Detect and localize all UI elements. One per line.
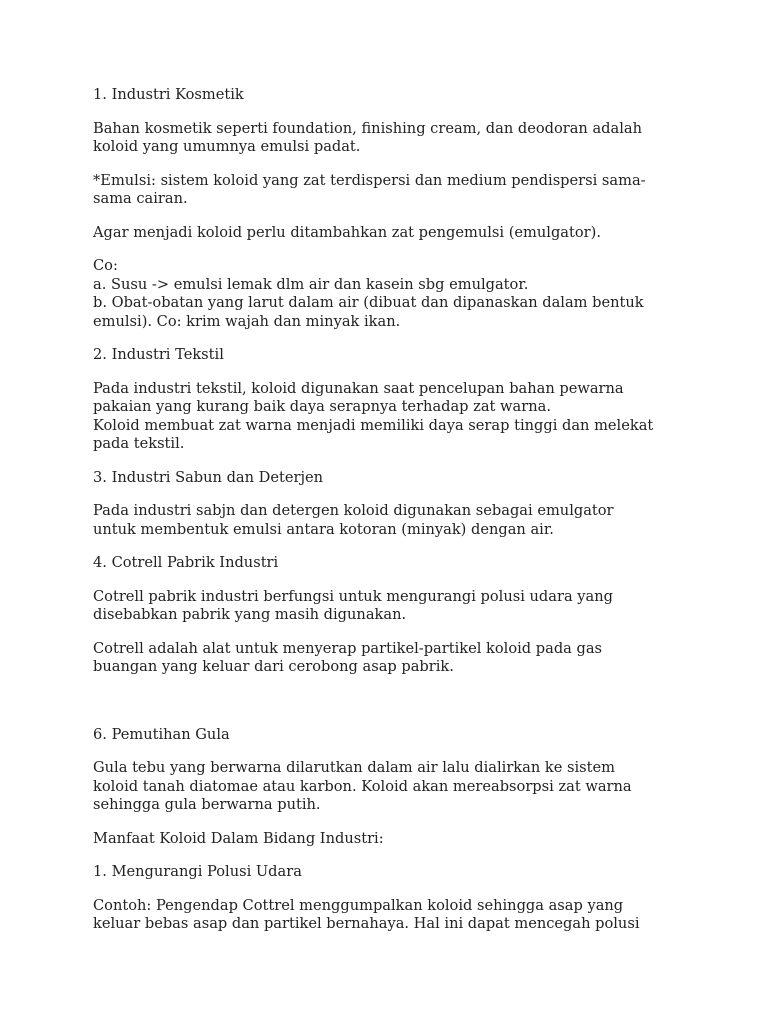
heading-cotrell: 4. Cotrell Pabrik Industri: [93, 554, 279, 571]
blank-gap: [93, 692, 693, 726]
paragraph-bahan-kosmetik: Bahan kosmetik seperti foundation, finishing cream, dan deodoran adalah koloid yang umumnya emulsi padat.: [93, 119, 642, 155]
paragraph-cotrell-alat: Cotrell adalah alat untuk menyerap partikel-partikel koloid pada gas buangan yang keluar dari cerobong asap pabrik.: [93, 639, 603, 675]
heading-industri-kosmetik: 1. Industri Kosmetik: [93, 86, 244, 103]
paragraph-cotrell-fungsi: Cotrell pabrik industri berfungsi untuk mengurangi polusi udara yang disebabkan pabrik yang masih digunakan.: [93, 587, 613, 623]
paragraph-contoh-cottrel: Contoh: Pengendap Cottrel menggumpalkan koloid sehingga asap yang keluar bebas asap dan partikel bernahaya. Hal ini dapat mencegah polusi: [93, 896, 640, 932]
heading-manfaat-koloid: Manfaat Koloid Dalam Bidang Industri:: [93, 829, 384, 847]
paragraph-contoh-list: Co: a. Susu -> emulsi lemak dlm air dan kasein sbg emulgator. b. Obat-obatan yang larut dalam air (dibuat dan dipanaskan dalam bentuk emulsi). Co: krim wajah dan minyak ikan.: [93, 257, 644, 330]
document-page: [93, 86, 693, 949]
heading-industri-tekstil: 2. Industri Tekstil: [93, 346, 224, 363]
paragraph-emulsi-definition: *Emulsi: sistem koloid yang zat terdispersi dan medium pendispersi sama- sama cairan.: [93, 171, 646, 207]
paragraph-pemutihan-gula: Gula tebu yang berwarna dilarutkan dalam air lalu dialirkan ke sistem koloid tanah diatomae atau karbon. Koloid akan mereabsorpsi zat warna sehingga gula berwarna putih.: [93, 759, 632, 813]
heading-pemutihan-gula: 6. Pemutihan Gula: [93, 725, 230, 743]
heading-polusi-udara: 1. Mengurangi Polusi Udara: [93, 863, 302, 880]
paragraph-tekstil: Pada industri tekstil, koloid digunakan saat pencelupan bahan pewarna pakaian yang kurang baik daya serapnya terhadap zat warna. Koloid membuat zat warna menjadi memiliki daya serap tinggi dan melekat pada tekstil.: [93, 379, 654, 452]
paragraph-sabun-deterjen: Pada industri sabjn dan detergen koloid digunakan sebagai emulgator untuk membentuk emulsi antara kotoran (minyak) dengan air.: [93, 502, 614, 538]
paragraph-emulgator: Agar menjadi koloid perlu ditambahkan zat pengemulsi (emulgator).: [93, 223, 601, 241]
heading-sabun-deterjen: 3. Industri Sabun dan Deterjen: [93, 468, 324, 486]
